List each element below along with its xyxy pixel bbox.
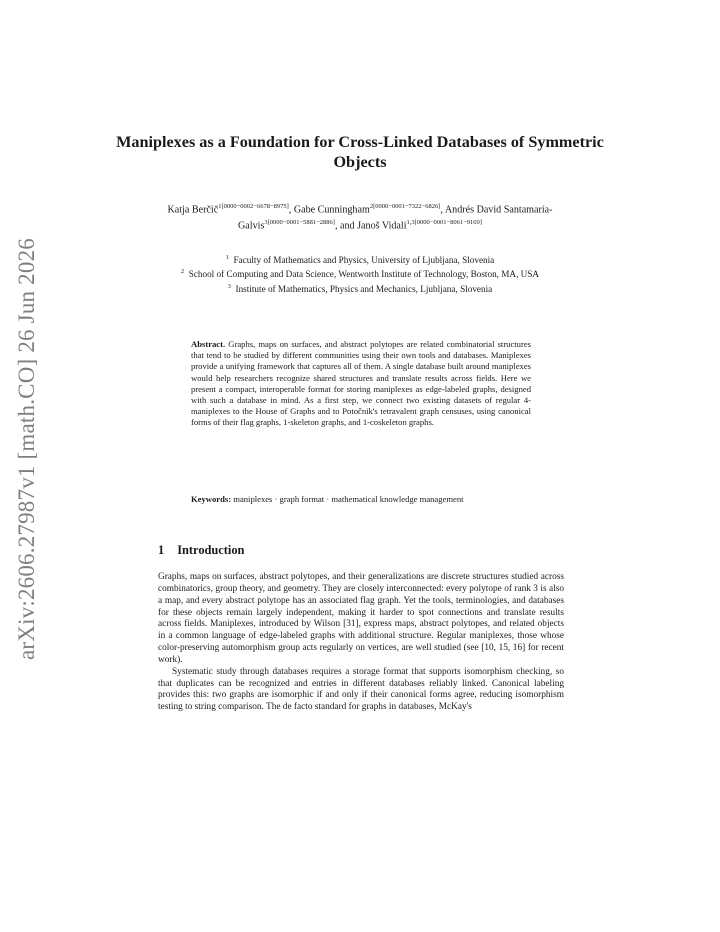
author-name: Katja Berčič bbox=[167, 204, 219, 216]
affiliation-number: 3 bbox=[227, 282, 231, 290]
section-title: Introduction bbox=[177, 543, 245, 557]
paragraph: Systematic study through databases requires a storage format that supports isomorphism checking, so that duplicates can be recognized and entries in different databases reliably linked. Canonical labeling provides this: two graphs are isomorphic if and only if their canonical forms agree, reducing isomorphism testing to string comparison. The de facto standard for graphs in databases, McKay's bbox=[158, 666, 564, 713]
abstract bbox=[191, 339, 531, 429]
abstract-label: Abstract. bbox=[191, 339, 226, 349]
author-orcid: 1[0000−0002−6678−8975] bbox=[218, 203, 289, 210]
author-list bbox=[150, 200, 570, 233]
affiliation-text: Faculty of Mathematics and Physics, University of Ljubljana, Slovenia bbox=[233, 255, 495, 266]
keywords-text: maniplexes · graph format · mathematical knowledge management bbox=[233, 494, 464, 504]
affiliation bbox=[150, 281, 570, 295]
author-orcid: 2[0000−0001−7322−6826] bbox=[369, 203, 441, 210]
author-name: Janoš Vidali bbox=[357, 220, 407, 232]
affiliation bbox=[150, 266, 570, 280]
arxiv-identifier-text: arXiv:2606.27987v1 [math.CO] 26 Jun 2026 bbox=[14, 238, 39, 660]
keywords-label: Keywords: bbox=[191, 494, 232, 504]
keywords bbox=[191, 494, 531, 505]
author-orcid: 1,3[0000−0001−8061−9169] bbox=[406, 219, 482, 227]
affiliation-list bbox=[150, 252, 570, 295]
section-heading bbox=[158, 543, 244, 558]
paragraph: Graphs, maps on surfaces, abstract polytopes, and their generalizations are discrete structures studied across combinatorics, group theory, and geometry. They are closely interconnected: every polytope of rank 3 is also a map, and every abstract polytope has an associated flag graph. Yet the tools, terminologies, and databases for these objects remain largely independent, making it harder to spot connections and translate results across fields. Maniplexes, introduced by Wilson [31], express maps, abstract polytopes, and related objects in a common language of edge-labeled graphs with additional structure. Regular maniplexes, those whose color-preserving automorphism group acts regularly on vertices, are well studied (see [10, 15, 16] for recent work). bbox=[158, 572, 564, 665]
paper-title: Maniplexes as a Foundation for Cross-Linked Databases of Symmetric Objects bbox=[116, 133, 604, 171]
affiliation-text: Institute of Mathematics, Physics and Mechanics, Ljubljana, Slovenia bbox=[235, 284, 493, 294]
arxiv-identifier-stamp bbox=[14, 238, 54, 670]
author-separator: , bbox=[440, 204, 445, 216]
author-name: Andrés David Santamaría-Galvis bbox=[238, 204, 553, 232]
affiliation-text: School of Computing and Data Science, Wentworth Institute of Technology, Boston, MA, USA bbox=[188, 269, 540, 280]
author-separator: , and bbox=[334, 220, 358, 232]
abstract-text: Graphs, maps on surfaces, and abstract polytopes are related combinatorial structures that tend to be studied by different communities using their own tools and databases. Maniplexes provide a unifying framework that captures all of them. A single database built around maniplexes would help researchers recognize shared structures and translate results across fields. Here we present a compact, interoperable format for storing maniplexes as edge-labeled graphs, designed with such a database in mind. As a first step, we connect two existing datasets of regular 4-maniplexes to the House of Graphs and to Potočnik's tetravalent graph censuses, using canonical forms of their flag graphs, 1-skeleton graphs, and 1-coskeleton graphs. bbox=[191, 339, 531, 428]
body-text bbox=[158, 572, 564, 714]
section-number: 1 bbox=[158, 543, 165, 557]
author-orcid: 3[0000−0001−5881−2886] bbox=[264, 219, 335, 227]
author-name: Gabe Cunningham bbox=[293, 204, 370, 216]
affiliation bbox=[150, 252, 570, 266]
affiliation-number: 1 bbox=[225, 254, 229, 261]
author-separator: , bbox=[288, 204, 294, 216]
affiliation-number: 2 bbox=[180, 268, 185, 276]
